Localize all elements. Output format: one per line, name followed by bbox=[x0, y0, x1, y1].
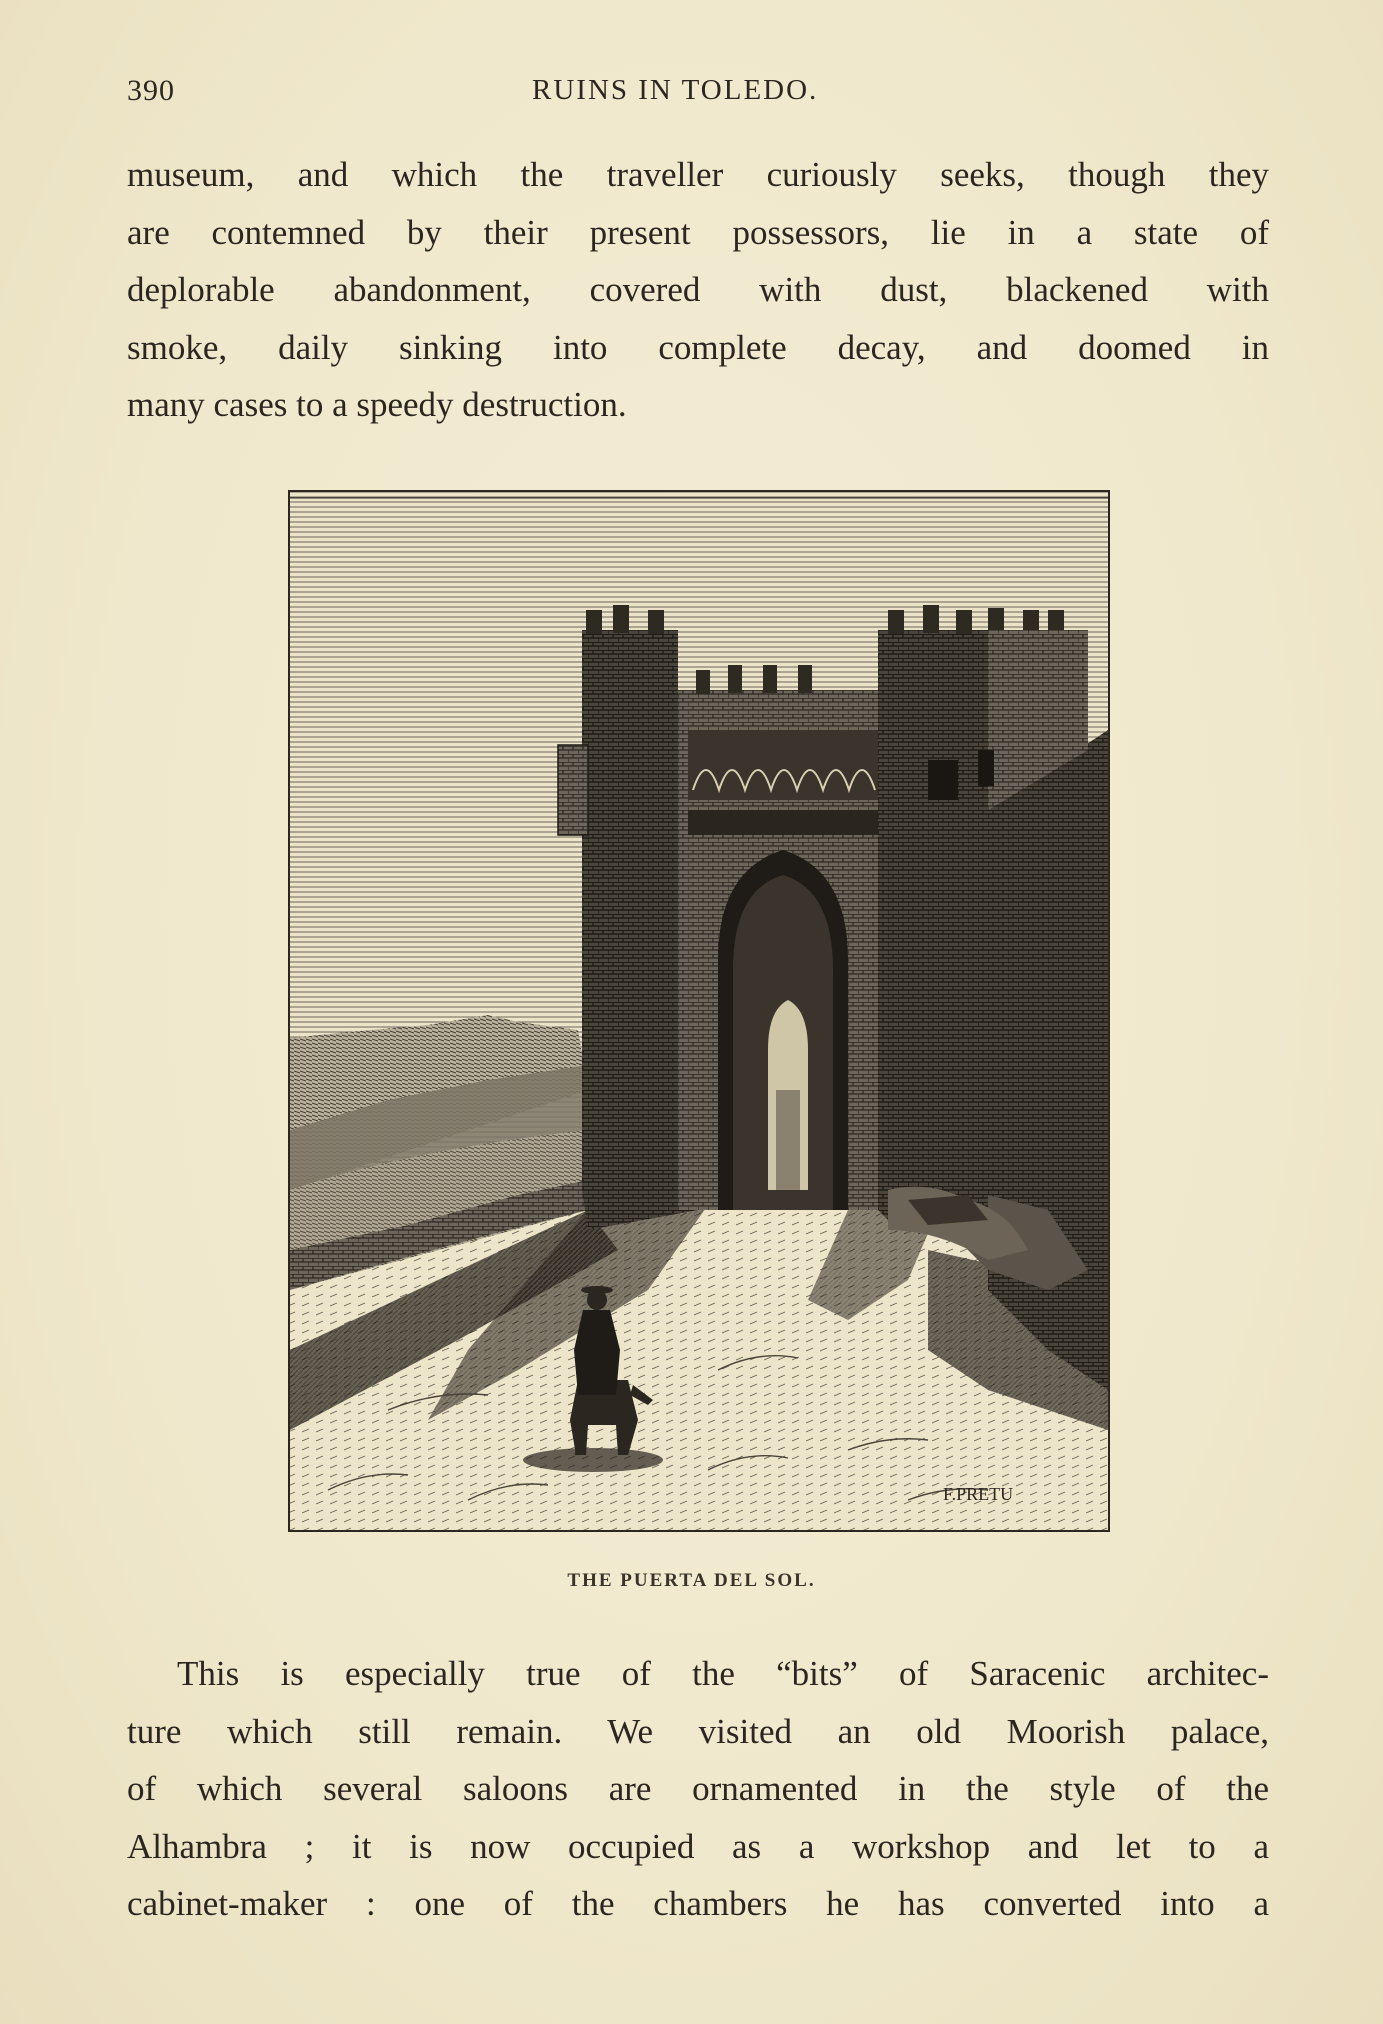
text-line: deplorable abandonment, covered with dust, blackened with bbox=[127, 270, 1269, 309]
text-line: This is especially true of the “bits” of Saracenic architec- bbox=[177, 1654, 1269, 1693]
text-line: smoke, daily sinking into complete decay, and doomed in bbox=[127, 327, 1269, 367]
paragraph-bottom bbox=[127, 1645, 1269, 1933]
text-line: Alhambra ; it is now occupied as a workshop and let to a bbox=[127, 1826, 1269, 1866]
text-line: are contemned by their present possessors, lie in a state of bbox=[127, 212, 1269, 252]
figure-caption: THE PUERTA DEL SOL. bbox=[567, 1570, 816, 1591]
text-line: of which several saloons are ornamented in the style of the bbox=[127, 1769, 1269, 1808]
page-number: 390 bbox=[127, 74, 175, 107]
text-line: ture which still remain. We visited an old Moorish palace, bbox=[127, 1711, 1269, 1751]
text-line: museum, and which the traveller curiously seeks, though they bbox=[127, 155, 1269, 194]
text-line: many cases to a speedy destruction. bbox=[127, 385, 627, 424]
engraving-puerta-del-sol bbox=[288, 490, 1110, 1534]
engraver-signature: F.PRETU bbox=[943, 1484, 1014, 1504]
running-head bbox=[127, 74, 1267, 114]
text-line: cabinet-maker : one of the chambers he has converted into a bbox=[127, 1884, 1269, 1923]
paragraph-top bbox=[127, 146, 1269, 434]
running-title: RUINS IN TOLEDO. bbox=[532, 74, 819, 106]
